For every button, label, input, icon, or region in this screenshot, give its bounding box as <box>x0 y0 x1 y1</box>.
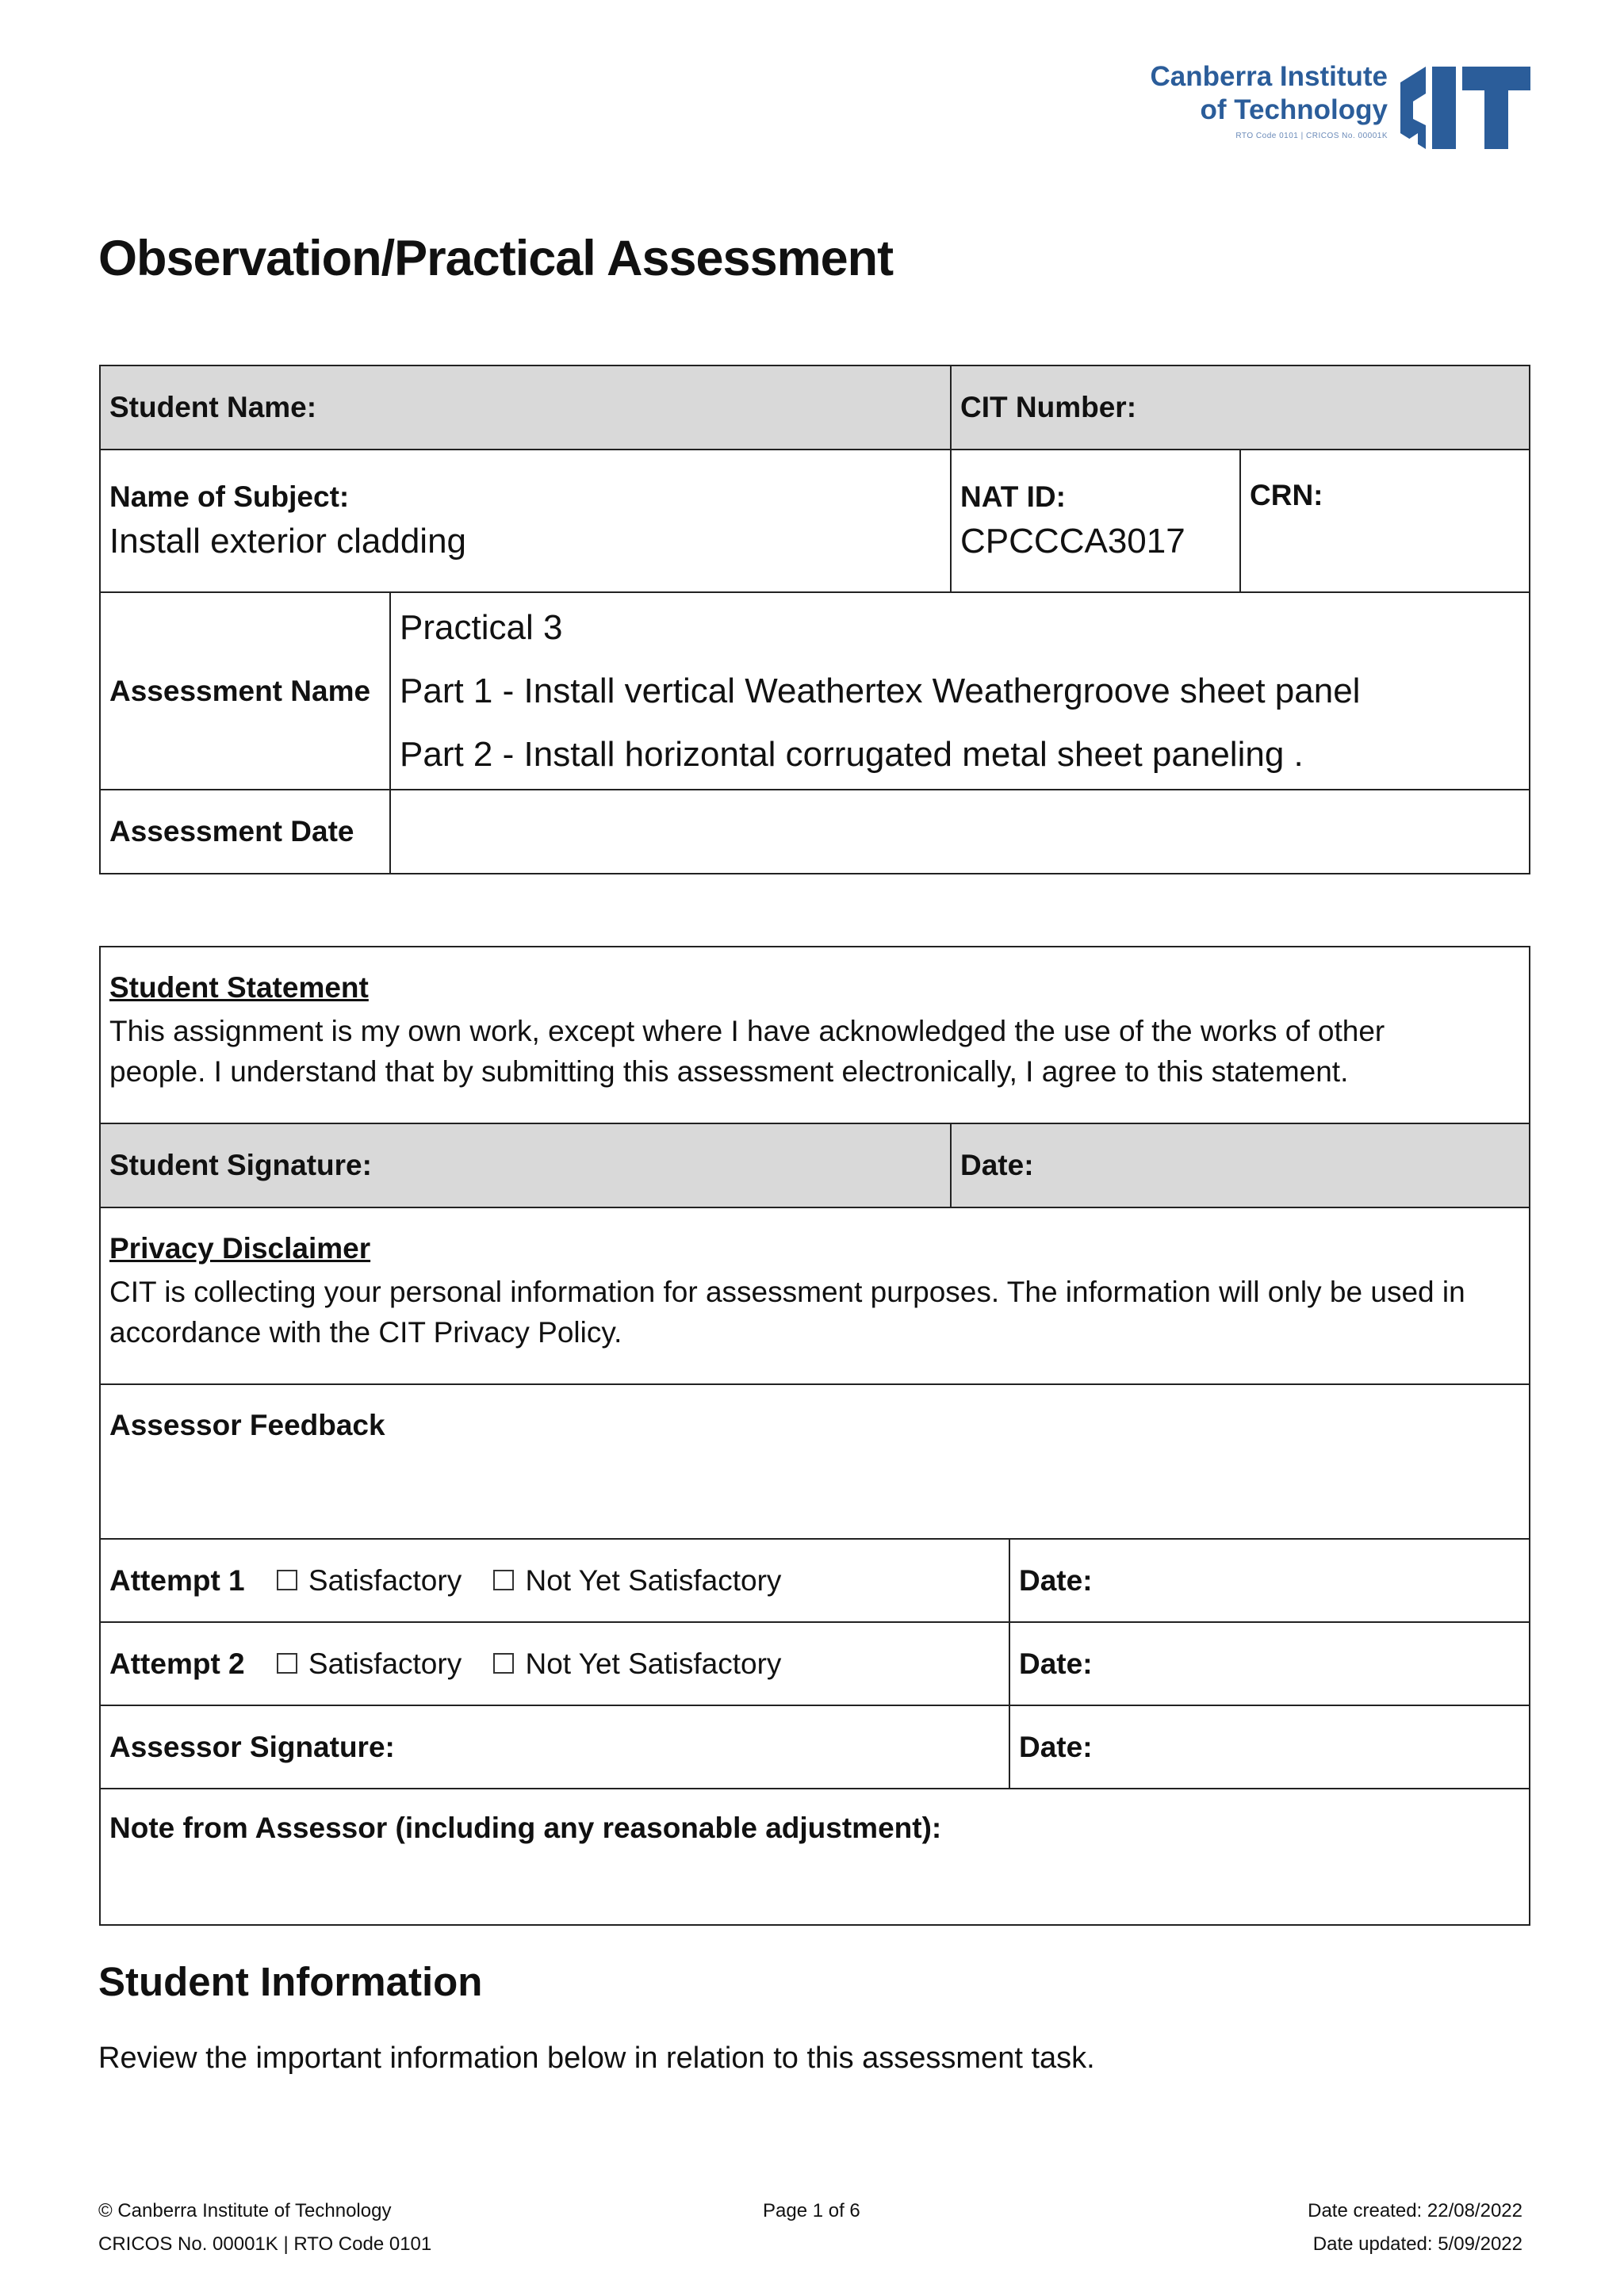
logo-small-text: RTO Code 0101 | CRICOS No. 00001K <box>1235 132 1388 140</box>
assessment-name-value-cell <box>390 592 1530 790</box>
cit-logo-mark-icon <box>1394 67 1530 149</box>
footer-date-created: Date created: 22/08/2022 <box>1308 2200 1522 2221</box>
footer-date-updated: Date updated: 5/09/2022 <box>1312 2233 1522 2255</box>
student-statement-cell <box>100 947 1530 1123</box>
attempt-2-not-yet-label: Not Yet Satisfactory <box>525 1647 782 1680</box>
student-information-heading: Student Information <box>98 1959 483 2004</box>
attempt-1-not-yet-label: Not Yet Satisfactory <box>525 1563 782 1597</box>
assessment-date-label: Assessment Date <box>109 815 354 848</box>
attempt-1-satisfactory-label: Satisfactory <box>308 1563 462 1597</box>
assessment-name-label: Assessment Name <box>109 674 371 707</box>
student-name-label: Student Name: <box>109 391 317 423</box>
footer-right <box>1308 2195 1522 2261</box>
attempt-1-date-label: Date: <box>1019 1563 1093 1597</box>
attempt-2-date-field[interactable] <box>1009 1622 1530 1705</box>
attempt-2-satisfactory-label: Satisfactory <box>308 1647 462 1680</box>
assessment-date-label-cell <box>100 790 390 874</box>
assessor-note-field[interactable] <box>100 1789 1530 1925</box>
footer-left <box>98 2195 431 2261</box>
crn-label: CRN: <box>1250 479 1323 511</box>
student-date-field[interactable] <box>951 1123 1530 1207</box>
assessor-signature-label: Assessor Signature: <box>109 1730 395 1763</box>
attempt-1-label: Attempt 1 <box>109 1563 245 1597</box>
student-signature-label: Student Signature: <box>109 1149 372 1181</box>
page-title: Observation/Practical Assessment <box>98 231 894 286</box>
logo-text <box>1151 60 1388 140</box>
assessment-line-1: Practical 3 <box>400 607 563 647</box>
assessor-date-field[interactable] <box>1009 1705 1530 1789</box>
student-signature-field[interactable] <box>100 1123 951 1207</box>
subject-label: Name of Subject: <box>109 480 350 513</box>
assessment-line-3: Part 2 - Install horizontal corrugated metal sheet paneling . <box>400 734 1304 774</box>
footer-page-number: Page 1 of 6 <box>763 2200 860 2221</box>
assessor-feedback-field[interactable] <box>100 1384 1530 1539</box>
subject-cell <box>100 450 951 592</box>
student-statement-text: This assignment is my own work, except where I have acknowledged the use of the works of other people. I understand that by submitting this assessment electronically, I agree to this statement. <box>109 1015 1385 1088</box>
cit-number-field[interactable] <box>951 365 1530 450</box>
statement-feedback-table <box>99 946 1530 1926</box>
assessor-date-label: Date: <box>1019 1730 1093 1763</box>
assessment-name-label-cell <box>100 592 390 790</box>
privacy-heading: Privacy Disclaimer <box>109 1232 371 1265</box>
nat-id-value: CPCCCA3017 <box>960 522 1185 561</box>
assessment-line-2: Part 1 - Install vertical Weathertex Weathergroove sheet panel <box>400 671 1361 710</box>
cit-number-label: CIT Number: <box>960 391 1137 423</box>
privacy-text: CIT is collecting your personal information for assessment purposes. The information will only be used in accordance with the CIT Privacy Policy. <box>109 1276 1465 1349</box>
attempt-1-satisfactory-checkbox[interactable] <box>277 1570 297 1590</box>
assessor-note-label: Note from Assessor (including any reasonable adjustment): <box>109 1812 942 1844</box>
logo-line-2: of Technology <box>1200 94 1388 125</box>
logo-line-1: Canberra Institute <box>1150 61 1388 92</box>
assessment-details-table <box>99 365 1530 874</box>
attempt-1-row <box>100 1539 1009 1622</box>
student-statement-heading: Student Statement <box>109 971 369 1004</box>
attempt-2-label: Attempt 2 <box>109 1647 245 1680</box>
crn-field[interactable] <box>1240 450 1530 592</box>
student-date-label: Date: <box>960 1149 1034 1181</box>
student-name-field[interactable] <box>100 365 951 450</box>
assessment-date-field[interactable] <box>390 790 1530 874</box>
nat-id-cell <box>951 450 1240 592</box>
nat-id-label: NAT ID: <box>960 480 1066 513</box>
attempt-2-date-label: Date: <box>1019 1647 1093 1680</box>
attempt-2-row <box>100 1622 1009 1705</box>
attempt-1-not-yet-checkbox[interactable] <box>493 1570 514 1590</box>
assessor-signature-field[interactable] <box>100 1705 1009 1789</box>
cit-logo <box>1142 60 1530 155</box>
assessor-feedback-label: Assessor Feedback <box>109 1409 385 1441</box>
student-information-intro: Review the important information below in relation to this assessment task. <box>98 2042 1095 2075</box>
footer-cricos: CRICOS No. 00001K | RTO Code 0101 <box>98 2233 432 2255</box>
privacy-cell <box>100 1207 1530 1384</box>
attempt-2-satisfactory-checkbox[interactable] <box>277 1653 297 1674</box>
attempt-2-not-yet-checkbox[interactable] <box>493 1653 514 1674</box>
footer-copyright: © Canberra Institute of Technology <box>98 2200 392 2221</box>
attempt-1-date-field[interactable] <box>1009 1539 1530 1622</box>
subject-value: Install exterior cladding <box>109 522 467 561</box>
